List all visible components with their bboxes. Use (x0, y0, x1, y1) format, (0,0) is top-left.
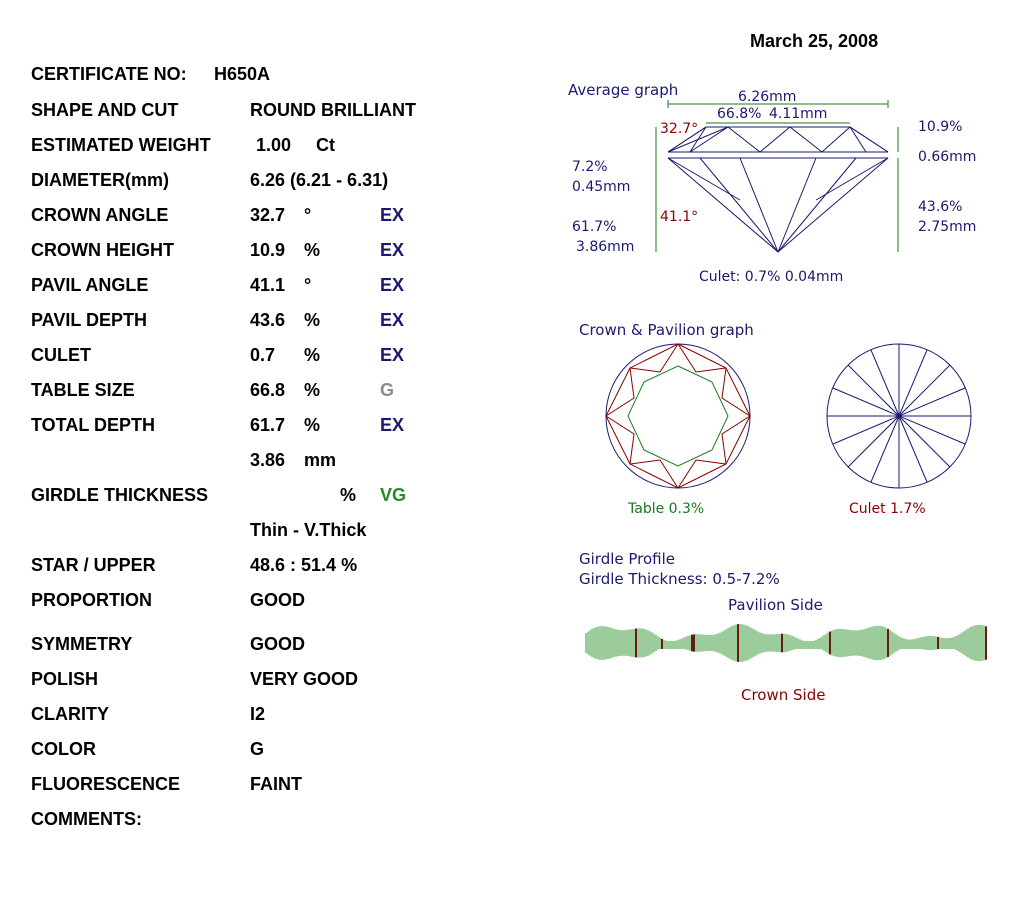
table-size-value: 66.8 (250, 380, 286, 400)
girdle-mm-label: 0.45mm (572, 179, 631, 195)
pavil-angle-grade: EX (380, 275, 405, 295)
shape-value: ROUND BRILLIANT (250, 100, 416, 120)
culet-value: 0.7 (250, 345, 276, 365)
crown-height-unit: % (304, 240, 321, 260)
pavil-angle-value: 41.1 (250, 275, 286, 295)
girdle-pct-label: 7.2% (572, 159, 608, 175)
symmetry-value: GOOD (250, 634, 306, 654)
weight-value: 1.00 (256, 135, 292, 155)
color-value: G (250, 739, 265, 759)
diameter-label: DIAMETER(mm) (31, 170, 169, 190)
girdle-description: Thin - V.Thick (250, 520, 367, 540)
symmetry-label: SYMMETRY (31, 634, 133, 654)
table-caption: Table 0.3% (628, 501, 705, 517)
girdle-profile-title: Girdle Profile (579, 550, 676, 568)
table-size-grade: G (380, 380, 395, 400)
culet-caption: Culet 1.7% (849, 501, 926, 517)
diameter-value: 6.26 (6.21 - 6.31) (250, 170, 389, 190)
certificate-label: CERTIFICATE NO: (31, 64, 187, 84)
clarity-label: CLARITY (31, 704, 109, 724)
girdle-thickness-range: Girdle Thickness: 0.5-7.2% (579, 570, 780, 588)
proportion-label: PROPORTION (31, 590, 153, 610)
pavil-angle-label: PAVIL ANGLE (31, 275, 149, 295)
total-depth-grade: EX (380, 415, 405, 435)
weight-unit: Ct (316, 135, 335, 155)
diameter-mm-label: 6.26mm (738, 89, 797, 105)
pavil-angle-unit: ° (304, 275, 312, 295)
report-date: March 25, 2008 (750, 31, 879, 51)
girdle-profile-strip (585, 620, 990, 670)
total-depth-mm-unit: mm (304, 450, 337, 470)
polish-value: VERY GOOD (250, 669, 359, 689)
certificate-value: H650A (214, 64, 271, 84)
pavil-depth-unit: % (304, 310, 321, 330)
crown-height-mm-label: 0.66mm (918, 149, 977, 165)
crown-height-value: 10.9 (250, 240, 286, 260)
pavil-depth-label: PAVIL DEPTH (31, 310, 148, 330)
crown-angle-mark: 32.7° (660, 121, 699, 137)
crown-angle-value: 32.7 (250, 205, 286, 225)
crown-side-label: Crown Side (741, 686, 826, 704)
table-size-unit: % (304, 380, 321, 400)
facets-graph-title: Crown & Pavilion graph (579, 321, 754, 339)
total-depth-mm-value: 3.86 (250, 450, 286, 470)
average-graph-title: Average graph (568, 81, 679, 99)
girdle-thickness-grade: VG (380, 485, 407, 505)
total-depth-value: 61.7 (250, 415, 286, 435)
total-depth-label: TOTAL DEPTH (31, 415, 156, 435)
crown-angle-unit: ° (304, 205, 312, 225)
total-depth-pct-label: 61.7% (572, 219, 617, 235)
comments-label: COMMENTS: (31, 809, 142, 829)
pavil-depth-value: 43.6 (250, 310, 286, 330)
crown-height-pct-label: 10.9% (918, 119, 963, 135)
proportion-value: GOOD (250, 590, 306, 610)
shape-label: SHAPE AND CUT (31, 100, 179, 120)
table-pct-label: 66.8% (717, 106, 762, 122)
culet-label: CULET (31, 345, 91, 365)
color-label: COLOR (31, 739, 96, 759)
pavilion-side-label: Pavilion Side (728, 596, 823, 614)
culet-unit: % (304, 345, 321, 365)
pavil-depth-grade: EX (380, 310, 405, 330)
star-upper-label: STAR / UPPER (31, 555, 156, 575)
diamond-profile-diagram (0, 0, 1010, 300)
crown-view-diagram (600, 338, 756, 494)
total-depth-mm-label: 3.86mm (576, 239, 635, 255)
weight-label: ESTIMATED WEIGHT (31, 135, 211, 155)
polish-label: POLISH (31, 669, 99, 689)
total-depth-unit: % (304, 415, 321, 435)
crown-height-grade: EX (380, 240, 405, 260)
clarity-value: I2 (250, 704, 266, 724)
girdle-thickness-label: GIRDLE THICKNESS (31, 485, 209, 505)
crown-height-label: CROWN HEIGHT (31, 240, 174, 260)
girdle-thickness-unit: % (340, 485, 357, 505)
fluorescence-label: FLUORESCENCE (31, 774, 181, 794)
fluorescence-value: FAINT (250, 774, 302, 794)
pavilion-view-diagram (821, 338, 977, 494)
star-upper-value: 48.6 : 51.4 % (250, 555, 358, 575)
pavilion-angle-mark: 41.1° (660, 209, 699, 225)
table-size-label: TABLE SIZE (31, 380, 135, 400)
pavilion-depth-pct-label: 43.6% (918, 199, 963, 215)
pavilion-depth-mm-label: 2.75mm (918, 219, 977, 235)
culet-profile-label: Culet: 0.7% 0.04mm (699, 269, 844, 285)
table-mm-label: 4.11mm (769, 106, 828, 122)
crown-angle-label: CROWN ANGLE (31, 205, 169, 225)
culet-grade: EX (380, 345, 405, 365)
crown-angle-grade: EX (380, 205, 405, 225)
